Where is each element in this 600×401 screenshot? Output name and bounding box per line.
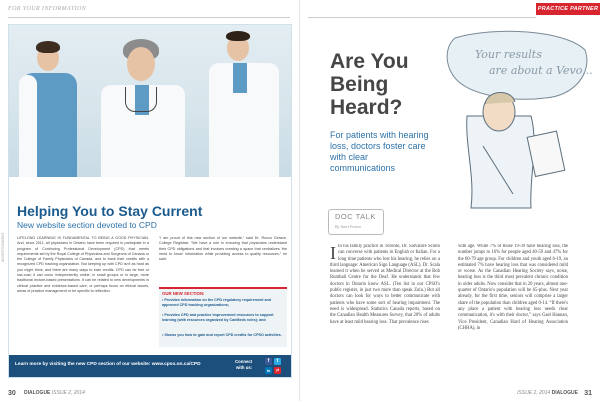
byline: By Janet Fenton [335,224,362,229]
magazine-name: DIALOGUE [551,390,578,396]
box-heading: OUR NEW SECTION: [162,291,205,296]
right-page [300,0,600,401]
box-item: • Shows you how to gain and report CPD credits for CPSO activities. [162,333,282,337]
vertical-credit: ADVERTISEMENT [1,232,5,262]
doc-talk-label [328,209,384,235]
issue-label: ISSUE 2, 2014 [517,390,551,396]
section-rule [8,17,290,18]
article-column-1-text: In his family practice in Toronto, Dr. Salvatore Sciuto can converse with patients in English or Italian. For a long time patients who lost his hearing, he relies on a third language: American Sign Language (ASL). Dr. Scala learned it when he served as Medical Director at the Bob Rumball Centre for the Deaf. He understands that few doctors in Ontario know ASL. (Ten list in our CPSO's public register, in just two more than speak Zulu.) But all doctors can look for ways to better communicate with patients who have some sort of hearing impairment. The need is widespread. Statistics Canada reports, based on the Canadian Health Measures Survey, that 20% of adults have at least mild hearing loss. That prevalence rises [330,244,440,325]
ad-subtitle: New website section devoted to CPD [17,220,157,230]
magazine-name: DIALOGUE [24,390,51,396]
speech-bubble-line: Your results [475,48,542,61]
ad-title: Helping You to Stay Current [17,203,203,219]
section-label: FOR YOUR INFORMATION [8,6,87,12]
ad-body-column-2: “I am proud of this new section of our website,” said Dr. Rocco Gerace, College Registrar. “We have a role in ensuring that physicians understand their CPD obligations and that involves creating a space that centralizes ‘the need to know’ information while providing access to quality resources,” he said. [159,236,287,262]
doctor-illustration [435,26,595,216]
cpd-website-link[interactable]: Learn more by visiting the new CPD section of our website: www.cpso.on.ca/CPD [15,362,201,367]
speech-bubble-line: are about a Vevo... [489,64,593,77]
issue-label: ISSUE 2, 2014 [51,390,85,396]
youtube-icon[interactable]: yt [275,368,280,372]
section-rule [308,17,536,18]
ad-footer-bar [9,355,291,377]
box-item: • Provides information on the CPD regulatory requirement and approved CPD tracking organizations; [162,298,272,308]
article-column-1 [330,244,440,378]
cpd-advertisement [8,24,292,378]
doc-talk-title: DOC TALK [335,212,376,221]
connect-label: Connect with us: [235,359,253,370]
box-item: • Provides CPD and practice improvement resources to support learning (with resources organized by CanMeds roles); and [162,313,274,323]
article-title: Are You Being Heard? [330,50,409,119]
twitter-icon[interactable]: t [274,358,281,365]
drop-cap: I [330,244,336,263]
magazine-footer [517,390,578,396]
doctors-photo [9,25,291,177]
linkedin-icon[interactable]: in [266,368,271,373]
page-number: 31 [584,390,592,397]
ad-content [9,177,291,377]
page-number: 30 [8,390,16,397]
facebook-icon[interactable]: f [265,358,272,365]
magazine-footer [24,390,85,396]
ad-body-column-1: LIFELONG LEARNING IS FUNDAMENTAL TO BEING A GOOD PHYSICIAN. And, since 2011, all physicians in Ontario have been required to participate in a program of Continuing Professional Development (CPD) that meets requirements set by the Royal College of Physicians and Surgeons of Canada or the College of Family Physicians of Canada, and to track their credits with a recognized CPD tracking organization. But keeping up with CPD isn't as hard as you might think, and there are many ways to earn credits. CPD can be free or low-cost; it can occur independently online, in small groups or in large, more traditional lecture-based presentations. It can be related to new developments in clinical practice and evidence-based care, or perhaps focus on ethical issues, areas of practice management or be specific to reflection. [17,236,149,293]
article-column-2: with age. While 7% of those 19-39 have hearing loss, the number jumps to 16% for people aged 40-59 and 47% for the 60-79 age group. For children and youth aged 6-19, an estimated 7% have hearing loss that was considered mild or worse. As the Canadian Hearing Society says, noise, hearing loss is the third most prevalent chronic condition in older adults. Now consider that in 20 years, almost one-quarter of Ontario's population will be 65-plus. Next year already, for the first time, seniors will comprise a larger share of the population than children aged 0-14. “If there's any place a patient with hearing loss needs clear communication, it's with their doctor,” says Gael Hannan, Vice President, Canadian Hard of Hearing Association (CHHA), in [458,244,568,331]
article-deck: For patients with hearing loss, doctors foster care with clear communications [330,130,429,173]
new-section-box [159,287,287,347]
practice-partner-tag: PRACTICE PARTNER [536,3,600,15]
